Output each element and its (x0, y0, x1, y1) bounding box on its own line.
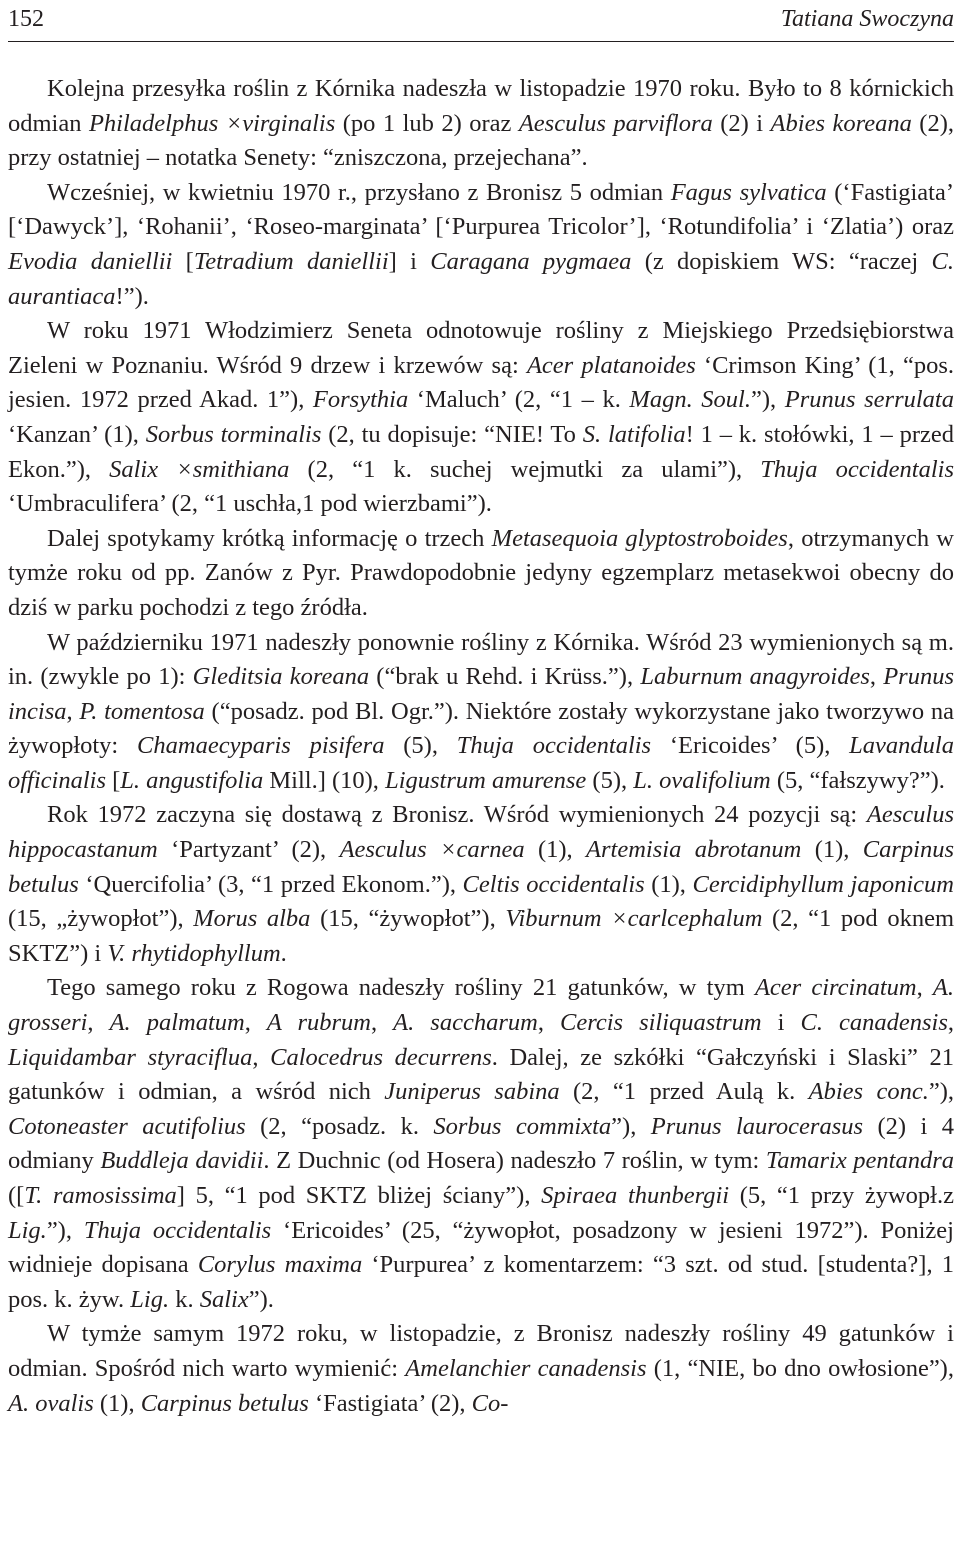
text-run: , (370, 1009, 394, 1037)
italic-name: P. tomentosa (79, 697, 205, 725)
italic-name: Prunus incisa (8, 663, 954, 725)
text-run: Mill.] (10), (263, 766, 386, 794)
italic-name: Liquidambar styraciflua (8, 1043, 253, 1071)
italic-name: Thuja occidentalis (83, 1216, 272, 1244)
italic-name: A. grosseri (8, 974, 954, 1037)
text-run: , (66, 697, 80, 725)
italic-name: Tetradium daniellii (193, 247, 389, 275)
text-run: ! 1 – k. stołówki, 1 – przed Ekon.”), (8, 420, 954, 483)
text-run: ”), (751, 386, 785, 414)
paragraph-3 (8, 314, 954, 522)
text-run: (2) i (712, 109, 771, 137)
italic-name: Caragana pygmaea (430, 247, 632, 275)
text-run: (15, “żywopłot”), (310, 905, 506, 933)
text-run: (2), przy ostatniej – notatka Senety: “zniszczona, przejechana”. (8, 109, 954, 172)
text-run: ”), (611, 1112, 651, 1140)
text-run: ‘Crimson King’ (1, “pos. jesien. 1972 przed Akad. 1”), (8, 351, 954, 414)
text-run: (5, “fałszywy?”). (770, 766, 945, 794)
italic-name: Artemisia abrotanum (586, 836, 802, 864)
italic-name: Aesculus parviflora (518, 109, 713, 137)
text-run: (2, “1 pod oknem SKTZ”) i (8, 905, 954, 967)
italic-name: Chamaecyparis pisifera (137, 732, 385, 760)
italic-name: Ligustrum amurense (385, 766, 587, 794)
text-run: ‘Partyzant’ (2), (157, 836, 340, 864)
text-run: ] 5, “1 pod SKTZ bliżej ściany”), (176, 1182, 542, 1209)
text-run: (2, tu dopisuje: “NIE! To (321, 420, 583, 448)
italic-name: Acer platanoides (526, 351, 696, 379)
text-run: (15, „żywopłot”), (8, 905, 194, 933)
text-run: Rok 1972 zaczyna się dostawą z Bronisz. Wśród wymienionych 24 pozycji są: (47, 801, 867, 829)
italic-name: L. angustifolia (120, 766, 264, 794)
text-run: (po 1 lub 2) oraz (335, 109, 519, 137)
italic-name: Carpinus betulus (140, 1389, 309, 1417)
text-run: ([ (8, 1182, 25, 1209)
italic-name: Cercidiphyllum japonicum (692, 870, 954, 898)
text-run: , (244, 1009, 267, 1037)
text-run: (1), (801, 836, 863, 864)
text-run: ‘Fastigiata’ (2), (308, 1389, 472, 1417)
text-run: ”), (928, 1078, 954, 1106)
italic-name: T. ramosissima (24, 1182, 177, 1209)
text-run: i (761, 1009, 801, 1037)
paragraph-7 (8, 971, 954, 1317)
italic-name: L. ovalifolium (633, 766, 771, 794)
text-run: (1), (93, 1389, 141, 1417)
text-run: , (869, 663, 884, 691)
italic-name: C. canadensis (800, 1009, 948, 1037)
text-run: [ (106, 766, 121, 794)
italic-name: Co- (471, 1389, 509, 1417)
text-run: !”). (115, 282, 149, 310)
text-run: ‘Ericoides’ (25, “żywopłot, posadzony w jesieni 1972”). Poniżej widnieje dopisana (8, 1216, 954, 1279)
paragraph-6 (8, 798, 954, 971)
running-head-author: Tatiana Swoczyna (780, 6, 954, 32)
paragraph-2 (8, 176, 954, 314)
text-run: , (947, 1009, 955, 1037)
italic-name: Aesculus ×carnea (339, 836, 525, 864)
text-run: ‘Purpurea’ z komentarzem: “3 szt. od stud. [studenta?], 1 pos. k. żyw. (8, 1251, 955, 1313)
text-run: (‘Fastigiata’ [‘Dawyck’], ‘Rohanii’, ‘Roseo-marginata’ [‘Purpurea Tricolor’], ‘Rotundifolia’ i ‘Zlatia’) oraz (8, 178, 954, 241)
page-number: 152 (8, 6, 44, 32)
text-run: (“brak u Rehd. i Krüss.”), (369, 663, 641, 691)
italic-name: Lavandula officinalis (8, 732, 954, 794)
text-run: ‘Kanzan’ (1), (8, 420, 146, 448)
text-run: (2, “1 przed Aulą k. (559, 1078, 809, 1106)
text-run: , otrzymanych w tymże roku od pp. Zanów z Pyr. Prawdopodobnie jedyny egzemplarz metasekwoi obecny do dziś w parku pochodzi z tego źródła. (8, 524, 954, 621)
italic-name: Laburnum anagyroides (640, 663, 870, 691)
italic-name: Lig. (130, 1285, 170, 1313)
text-run: ”). (248, 1285, 274, 1313)
italic-name: Fagus sylvatica (670, 178, 827, 206)
text-run: (1), (644, 870, 693, 898)
text-run: ] i (388, 247, 431, 275)
italic-name: Cercis siliquastrum (559, 1009, 762, 1037)
text-run: [ (172, 247, 194, 275)
italic-name: Magn. Soul. (629, 386, 751, 414)
italic-name: A. ovalis (8, 1389, 94, 1417)
italic-name: Acer circinatum (754, 974, 917, 1002)
italic-name: V. rhytidophyllum (107, 939, 281, 967)
text-run: (5), (586, 766, 634, 794)
text-run: Kolejna przesyłka roślin z Kórnika nadeszła w listopadzie 1970 roku. Było to 8 kórnickich odmian (8, 75, 954, 137)
text-run: ”), (46, 1216, 84, 1244)
text-run: W październiku 1971 nadeszły ponownie rośliny z Kórnika. Wśród 23 wymienionych są m. in. (zwykle po 1): (8, 628, 954, 691)
italic-name: Morus alba (193, 905, 311, 933)
italic-name: Corylus maxima (197, 1251, 363, 1279)
text-run: , (252, 1043, 271, 1071)
italic-name: C. aurantiaca (8, 247, 954, 310)
text-run: k. (169, 1285, 200, 1313)
text-run: . Dalej, ze szkółki “Gałczyński i Slaski” 21 gatunków i odmian, a wśród nich (8, 1043, 954, 1106)
text-run: (5, “1 przy żywopł.z (729, 1182, 954, 1209)
text-run: , (87, 1009, 110, 1037)
italic-name: Philadelphus ×virginalis (88, 109, 336, 137)
italic-name: A. saccharum (393, 1009, 538, 1037)
paragraph-1 (8, 72, 954, 176)
header-rule (8, 41, 954, 42)
text-run: (2, “posadz. k. (245, 1112, 434, 1140)
italic-name: Metasequoia glyptostroboides (491, 524, 788, 552)
paragraph-5 (8, 626, 954, 799)
text-run: (5), (384, 732, 457, 760)
italic-name: S. latifolia (582, 420, 686, 448)
text-run: ‘Umbraculifera’ (2, “1 uschła,1 pod wierzbami”). (8, 490, 492, 518)
paragraph-4 (8, 522, 954, 626)
italic-name: Abies koreana (770, 109, 912, 137)
text-run: ‘Maluch’ (2, “1 – k. (408, 386, 630, 414)
italic-name: Thuja occidentalis (760, 455, 954, 483)
italic-name: Spiraea thunbergii (541, 1182, 730, 1209)
italic-name: Abies conc. (808, 1078, 929, 1106)
text-run: (2, “1 k. suchej wejmutki za ulami”), (289, 455, 761, 483)
text-run: W tymże samym 1972 roku, w listopadzie, z Bronisz nadeszły rośliny 49 gatunków i odmian. Spośród nich warto wymienić: (8, 1320, 954, 1382)
italic-name: Sorbus commixta (433, 1112, 612, 1140)
italic-name: Thuja occidentalis (456, 732, 652, 760)
italic-name: Gleditsia koreana (192, 663, 370, 691)
text-run: ‘Ericoides’ (5), (651, 732, 850, 760)
italic-name: Forsythia (312, 386, 409, 414)
text-run: (z dopiskiem WS: “raczej (631, 247, 932, 275)
italic-name: Sorbus torminalis (145, 420, 322, 448)
text-run: (1, “NIE, bo dno owłosione”), (646, 1354, 954, 1382)
text-run: . Z Duchnic (od Hosera) nadeszło 7 roślin, w tym: (263, 1147, 766, 1175)
italic-name: Calocedrus decurrens (270, 1043, 492, 1071)
running-header (8, 6, 954, 36)
italic-name: Buddleja davidii (100, 1147, 264, 1175)
italic-name: Salix ×smithiana (109, 455, 290, 483)
text-run: , (916, 974, 933, 1002)
text-run: (2) i 4 odmiany (8, 1112, 954, 1175)
italic-name: Prunus laurocerasus (650, 1112, 864, 1140)
italic-name: Salix (199, 1285, 249, 1313)
text-run: Tego samego roku z Rogowa nadeszły rośliny 21 gatunków, w tym (47, 974, 755, 1002)
text-run: ‘Quercifolia’ (3, “1 przed Ekonom.”), (78, 870, 463, 898)
text-run: Dalej spotykamy krótką informację o trzech (47, 524, 492, 552)
italic-name: Carpinus betulus (8, 836, 954, 898)
text-run: W roku 1971 Włodzimierz Seneta odnotowuje rośliny z Miejskiego Przedsiębiorstwa Zieleni w Poznaniu. Wśród 9 drzew i krzewów są: (8, 317, 954, 379)
italic-name: A. palmatum (109, 1009, 245, 1037)
text-run: (“posadz. pod Bl. Ogr.”). Niektóre zostały wykorzystane jako tworzywo na żywopłoty: (8, 697, 954, 760)
paragraph-8 (8, 1317, 954, 1421)
text-run: (1), (524, 836, 587, 864)
text-run: , (537, 1009, 560, 1037)
article-body (8, 72, 954, 1421)
italic-name: Celtis occidentalis (462, 870, 645, 898)
italic-name: Aesculus hippocastanum (8, 801, 954, 864)
italic-name: A rubrum (266, 1009, 371, 1037)
italic-name: Tamarix pentandra (765, 1147, 954, 1175)
text-run: . (280, 939, 287, 967)
italic-name: Amelanchier canadensis (405, 1354, 647, 1382)
text-run: Wcześniej, w kwietniu 1970 r., przysłano z Bronisz 5 odmian (47, 178, 671, 206)
italic-name: Juniperus sabina (384, 1078, 560, 1106)
italic-name: Cotoneaster acutifolius (8, 1112, 246, 1140)
italic-name: Viburnum ×carlcephalum (505, 905, 763, 933)
italic-name: Evodia daniellii (8, 247, 173, 275)
italic-name: Prunus serrulata (784, 386, 954, 414)
italic-name: Lig. (8, 1216, 47, 1244)
